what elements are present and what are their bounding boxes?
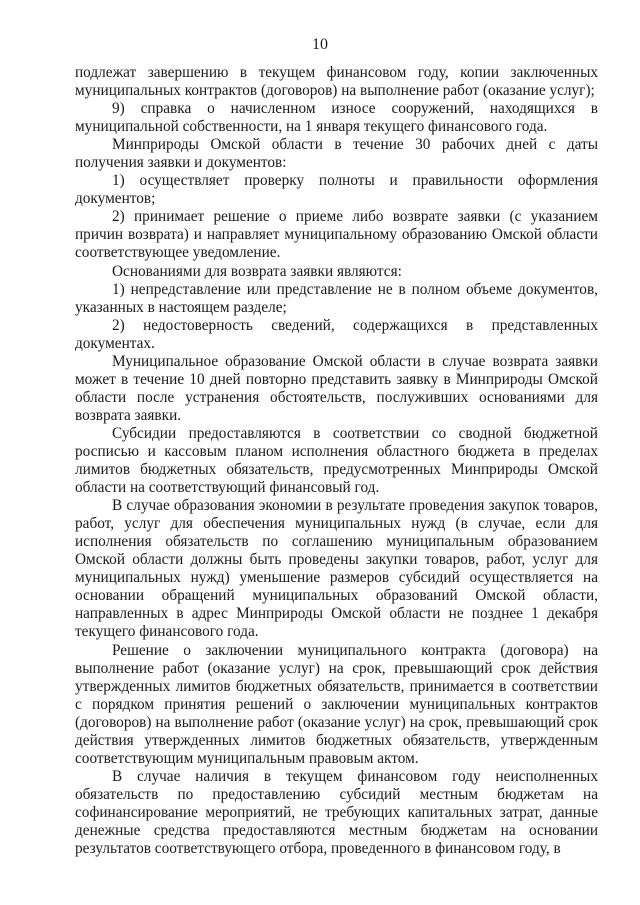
paragraph-savings: В случае образования экономии в результате проведения закупок товаров, работ, услуг для обеспечения муниципальных нужд (в случае, если для исполнения обязательств по соглашению муниципальным образованием Омской области должны быть проведены закупки товаров, работ, услуг для муниципальных нужд) уменьшение размеров субсидий осуществляется на основании обращений муниципальных образований Омской области, направленных в адрес Минприроды Омской области не позднее 1 декабря текущего финансового года. <box>75 497 598 641</box>
paragraph-return-grounds-heading: Основаниями для возврата заявки являются: <box>112 262 402 280</box>
paragraph-return-ground-2: 2) недостоверность сведений, содержащихся в представленных документах. <box>75 316 598 352</box>
paragraph-return-ground-1: 1) непредставление или представление не в полном объеме документов, указанных в настоящем разделе; <box>75 280 598 316</box>
paragraph-item-9: 9) справка о начисленном износе сооружений, находящихся в муниципальной собственности, на 1 января текущего финансового года. <box>75 100 598 136</box>
paragraph-review-period: Минприроды Омской области в течение 30 рабочих дней с даты получения заявки и документов: <box>75 136 598 172</box>
paragraph-decision: 2) принимает решение о приеме либо возврате заявки (с указанием причин возврата) и направляет муниципальному образованию Омской области соответствующее уведомление. <box>75 208 598 262</box>
page-number: 10 <box>312 36 328 53</box>
paragraph-subsidy-provision: Субсидии предоставляются в соответствии со сводной бюджетной росписью и кассовым планом исполнения областного бюджета в пределах лимитов бюджетных обязательств, предусмотренных Минприроды Омской области на соответствующий финансовый год. <box>75 424 598 497</box>
paragraph-resubmission: Муниципальное образование Омской области в случае возврата заявки может в течение 10 дней повторно представить заявку в Минприроды Омской области после устранения обстоятельств, послуживших основаниями для возврата заявки. <box>75 352 598 424</box>
paragraph-check-completeness: 1) осуществляет проверку полноты и правильности оформления документов; <box>75 172 598 208</box>
document-body <box>75 64 598 858</box>
paragraph-contract-decision: Решение о заключении муниципального контракта (договора) на выполнение работ (оказание услуг) на срок, превышающий срок действия утвержденных лимитов бюджетных обязательств, принимается в соответствии с порядком принятия решений о заключении муниципальных контрактов (договоров) на выполнение работ (оказание услуг) на срок, превышающий срок действия утвержденных лимитов бюджетных обязательств, утвержденным соответствующим муниципальным правовым актом. <box>75 641 598 767</box>
paragraph-continuation: подлежат завершению в текущем финансовом году, копии заключенных муниципальных контрактов (договоров) на выполнение работ (оказание услуг); <box>75 64 598 100</box>
paragraph-unfulfilled-obligations: В случае наличия в текущем финансовом году неисполненных обязательств по предоставлению субсидий местным бюджетам на софинансирование мероприятий, не требующих капитальных затрат, данные денежные средства предоставляются местным бюджетам на основании результатов соответствующего отбора, проведенного в финансовом году, в <box>75 767 598 858</box>
